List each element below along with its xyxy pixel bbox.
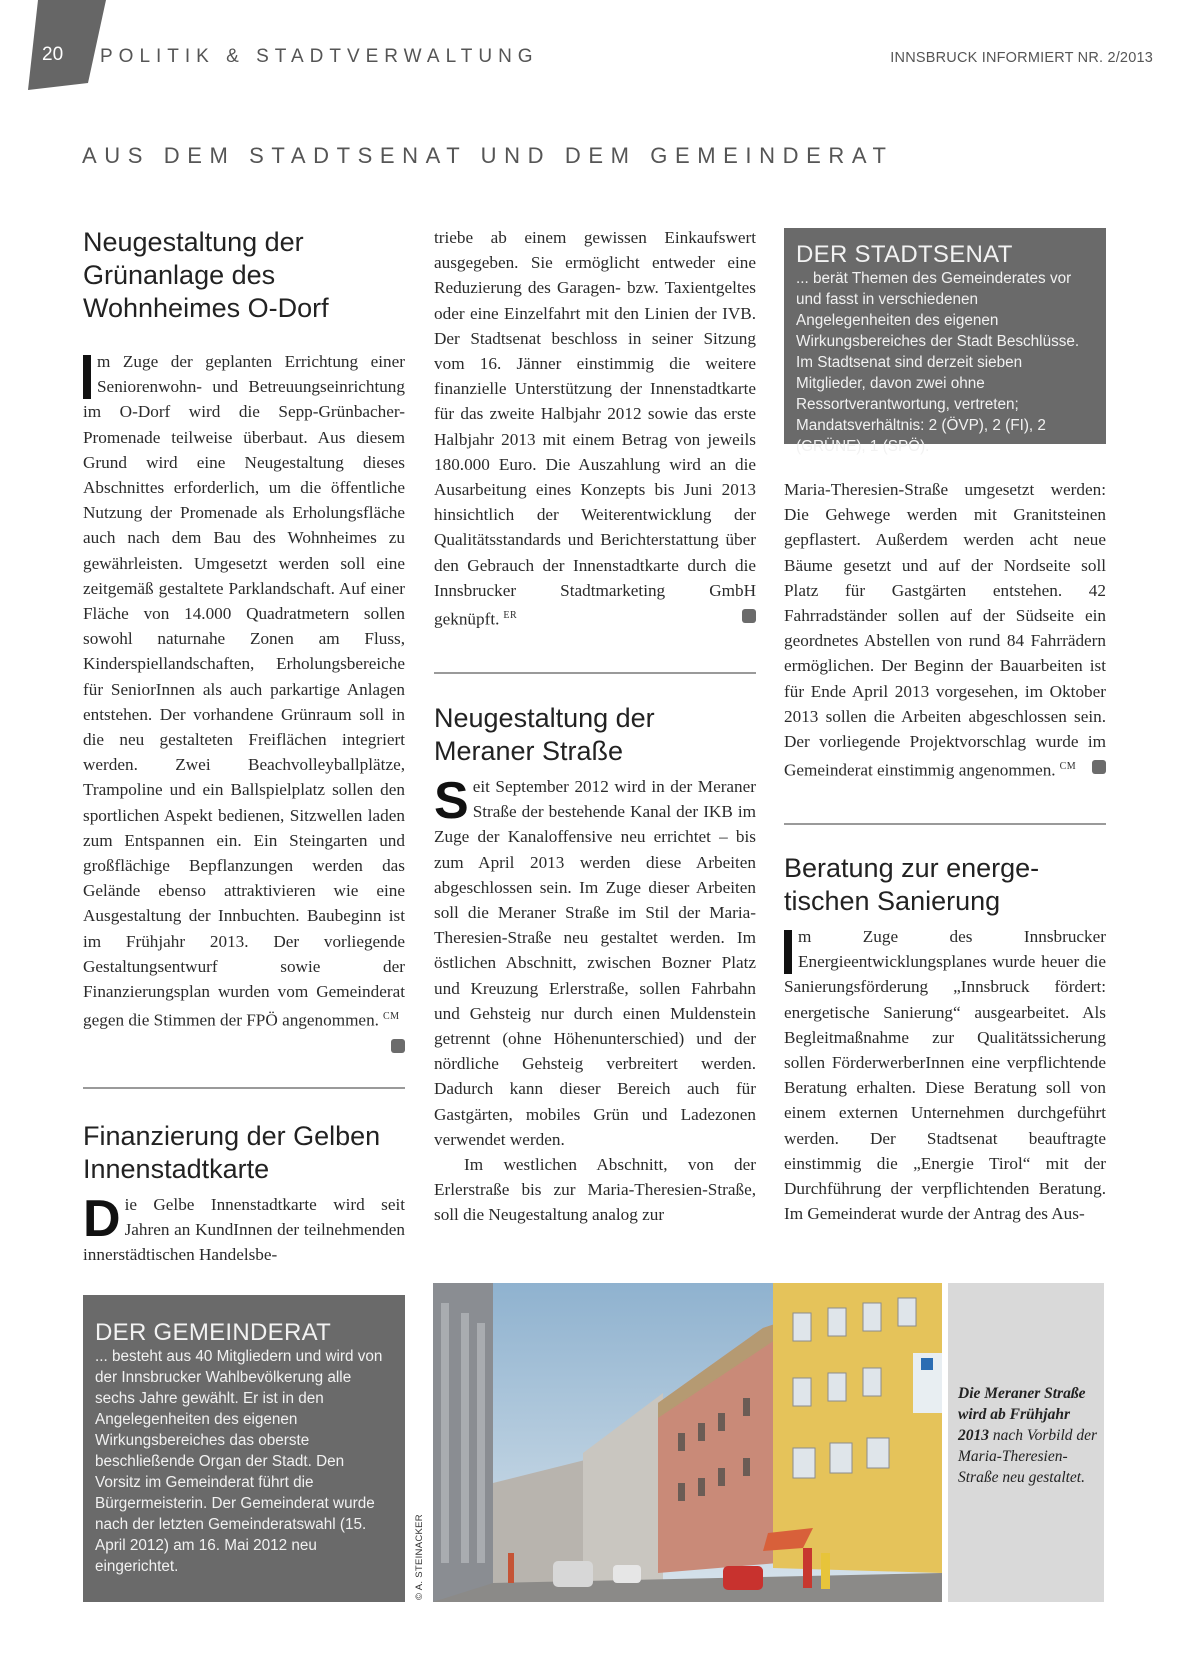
street-scene-image (433, 1283, 942, 1602)
article-body: m Zuge des Innsbrucker Energieentwicklungsplanes wurde heuer die Sanierungsförderung „Innsbruck fördert: energetische Sanierung“ ausgearbeitet. Als Begleitmaßnahme zur Qualitätssicherung sollen FörderwerberInnen eine verpflichtende Beratung erhalten. Diese Beratung soll von einem externen Unternehmen durchgeführt werden. Der Stadtsenat beauftragte einstimmig die „Energie Tirol“ mit der Durchführung der verpflichtenden Beratung. Im Gemeinderat wurde der Antrag des Aus- (784, 927, 1106, 1224)
infobox-text: ... besteht aus 40 Mitgliedern und wird von der Innsbrucker Wahlbevölkerung alle sechs Jahre gewählt. Er ist in den Angelegenheiten des eigenen Wirkungsbereiches das oberste beschließende Organ der Stadt. Den Vorsitz im Gemeinderat führt die Bürgermeisterin. Der Gemeinderat wurde nach der letzten Gemeinderatswahl (15. April 2012) am 16. Mai 2012 neu eingerichtet. (95, 1348, 383, 1575)
article-innenstadtkarte-cont (434, 225, 756, 632)
photo-credit: © A. STEINACKER (414, 1514, 425, 1600)
article-meraner-strasse (434, 702, 756, 1228)
infobox-title: DER STADTSENAT (796, 241, 1013, 268)
infobox-stadtsenat (784, 228, 1106, 455)
article-title: Finanzierung der Gelben Innenstadtkarte (83, 1121, 381, 1184)
article-title: Neugestaltung der Meraner Straße (434, 703, 655, 766)
author-initials: ER (503, 610, 518, 622)
end-of-article-icon (391, 1039, 405, 1053)
page-number-tab (28, 0, 106, 92)
article-innenstadtkarte (83, 1120, 405, 1268)
section-label: POLITIK & STADTVERWALTUNG (100, 46, 539, 67)
divider (784, 823, 1106, 825)
infobox-gemeinderat (83, 1295, 405, 1602)
dropcap: S (434, 772, 469, 830)
author-initials: CM (1059, 761, 1077, 773)
end-of-article-icon (1092, 760, 1106, 774)
article-body: Seit September 2012 wird in der Meraner Straße der bestehende Kanal der IKB im Zuge der Kanaloffensive neu errichtet – bis zum April 2013 werden diese Arbeiten abgeschlossen sein. Im Zuge dieser Arbeiten soll die Meraner Straße im Stil der Maria-Theresien-Straße neu gestaltet werden. Im östlichen Abschnitt, zwischen Bozner Platz und Kreuzung Erlerstraße, sollen Fahrbahn und Gehsteig nur durch einen Muldenstein getrennt (ohne Höhenunterschied) und der nördliche Gehsteig verbreitert werden. Dadurch kann dieser Bereich auch für Gastgärten, mobiles Grün und Ladezonen verwendet werden. Im westlichen Abschnitt, von der Erlerstraße bis zur Maria-Theresien-Straße, soll die Neugestaltung analog zur (434, 772, 756, 1225)
dropcap: D (83, 1190, 121, 1248)
divider (83, 1087, 405, 1089)
dropcap-i (83, 355, 91, 399)
article-body: Die Gelbe Innenstadtkarte wird seit Jahren an KundInnen der teilnehmenden innerstädtischen Handelsbe- (83, 1190, 405, 1265)
divider (434, 672, 756, 674)
street-photo (433, 1283, 942, 1602)
author-initials: CM (382, 1011, 400, 1023)
end-of-article-icon (742, 609, 756, 623)
infobox-text: ... berät Themen des Gemeinderates vor und fasst in verschiedenen Angelegenheiten des eigenen Wirkungsbereiches der Stadt Beschlüsse. Im Stadtsenat sind derzeit sieben Mitglieder, davon zwei ohne Ressortverantwortung, vertreten; Mandatsverhältnis: 2 (ÖVP), 2 (FI), 2 (GRÜNE), 1 (SPÖ). (796, 270, 1080, 455)
article-body: triebe ab einem gewissen Einkaufswert ausgegeben. Sie ermöglicht entweder eine Reduzierung des Garagen- bzw. Taxientgeltes oder eine Einzelfahrt mit den Linien der IVB. Der Stadtsenat beschloss in seiner Sitzung vom 16. Jänner einstimmig die weitere finanzielle Unterstützung der Innenstadtkarte für das zweite Halbjahr 2012 sowie das erste Halbjahr 2013 mit einem Betrag von jeweils 180.000 Euro. Die Auszahlung wird an die Ausarbeitung eines Konzepts bis Juni 2013 hinsichtlich der Weiterentwicklung der Qualitätsstandards und Berichterstattung über den Gebrauch der Innenstadtkarte durch die Innsbrucker Stadtmarketing GmbH geknüpft. $^{ER}$ (434, 228, 756, 629)
article-title: Neugestaltung der Grünanlage des Wohnheimes O-Dorf (83, 227, 329, 323)
article-body: Maria-Theresien-Straße umgesetzt werden: Die Gehwege werden mit Granitsteinen gepflastert. Außerdem werden acht neue Bäume gesetzt und auf der Nordseite soll Platz für Gastgärten entstehen. 42 Fahrradständer sollen auf der Südseite ein geordnetes Abstellen von rund 84 Fahrrädern ermöglichen. Der Beginn der Bauarbeiten ist für Ende April 2013 vorgesehen, im Oktober 2013 sollen die Arbeiten abgeschlossen sein. Der vorliegende Projektvorschlag wurde im Gemeinderat einstimmig angenommen. $^{CM}$ (784, 480, 1106, 780)
infobox-title: DER GEMEINDERAT (95, 1319, 332, 1346)
article-body: m Zuge der geplanten Errichtung einer Seniorenwohn- und Betreuungseinrichtung im O-Dorf wird die Sepp-Grünbacher-Promenade teilweise überbaut. Aus diesem Grund wird eine Neugestaltung dieses Abschnittes erforderlich, um die öffentliche Nutzung der Promenade als Erholungsfläche auch nach dem Bau des Wohnheimes zu gewährleisten. Umgesetzt werden soll eine zeitgemäß gestaltete Parklandschaft. Auf einer Fläche von 14.000 Quadratmetern sollen sowohl naturnahe Zonen am Fluss, Kinderspiellandschaften, Erholungsbereiche für SeniorInnen als auch parkartige Anlagen entstehen. Der vorhandene Grünraum soll in die neu gestalteten Freiflächen integriert werden. Zwei Beachvolleyballplätze, Trampoline und ein Ballspielplatz sollen den sportlichen Aspekt bedienen, Sitzwellen laden zum Entspannen ein. Ein Steingarten und großflächige Bepflanzungen werden das Gelände ebenso attraktivieren wie eine Ausgestaltung der Innbuchten. Baubeginn ist im Frühjahr 2013. Der vorliegende Gestaltungsentwurf sowie der Finanzierungsplan wurden vom Gemeinderat gegen die Stimmen der FPÖ angenommen. $^{CM}$ (83, 349, 405, 1033)
article-gruenanlage (83, 226, 405, 1053)
article-title: Beratung zur energe- tischen Sanierung (784, 853, 1040, 916)
article-energetische-sanierung (784, 852, 1106, 1226)
photo-caption: Die Meraner Straße wird ab Frühjahr 2013 nach Vorbild der Maria-Theresien-Straße neu gestaltet. (958, 1385, 1098, 1486)
publication-issue: INNSBRUCK INFORMIERT NR. 2/2013 (890, 50, 1153, 66)
dropcap-i (784, 930, 792, 974)
article-meraner-strasse-cont (784, 477, 1106, 783)
page-heading: AUS DEM STADTSENAT UND DEM GEMEINDERAT (82, 143, 894, 168)
page-number: 20 (42, 44, 64, 65)
